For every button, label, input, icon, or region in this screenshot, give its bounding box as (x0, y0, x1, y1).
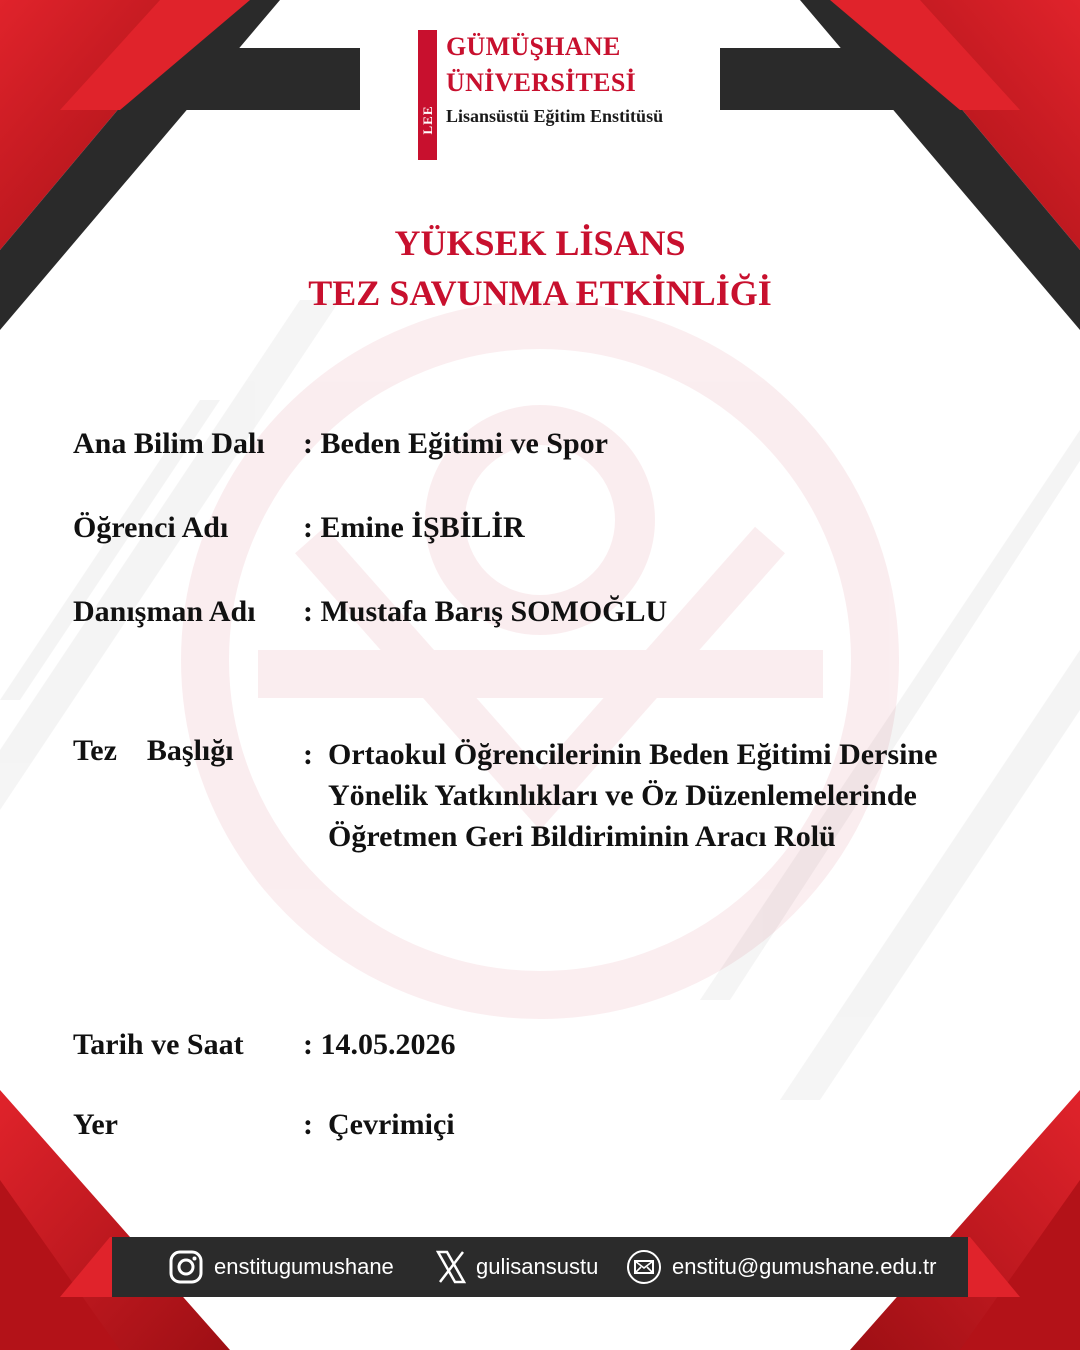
datetime-value: : 14.05.2026 (303, 1028, 456, 1061)
x-icon (436, 1250, 466, 1284)
x-handle: gulisansustu (476, 1254, 599, 1279)
logo-side-text: LEE (419, 105, 435, 135)
mail-icon (626, 1249, 662, 1285)
place-label: Yer (73, 1108, 118, 1141)
student-label: Öğrenci Adı (73, 511, 229, 544)
event-title-line1: YÜKSEK LİSANS (394, 223, 686, 263)
thesis-title-line: Öğretmen Geri Bildiriminin Aracı Rolü (328, 820, 836, 853)
contact-footer (112, 1237, 968, 1297)
datetime-label: Tarih ve Saat (73, 1028, 244, 1061)
logo-red-bar (418, 30, 437, 160)
advisor-value: : Mustafa Barış SOMOĞLU (303, 595, 668, 628)
logo-name-line1: GÜMÜŞHANE (446, 32, 621, 61)
department-label: Ana Bilim Dalı (73, 427, 265, 460)
student-value: : Emine İŞBİLİR (303, 511, 525, 544)
thesis-label: Tez Başlığı (73, 734, 234, 767)
instagram-icon (168, 1249, 204, 1285)
x-link[interactable] (436, 1237, 598, 1297)
event-title-line2: TEZ SAVUNMA ETKİNLİĞİ (308, 273, 772, 313)
logo-subtitle: Lisansüstü Eğitim Enstitüsü (446, 106, 664, 126)
thesis-colon: : (303, 738, 313, 771)
advisor-label: Danışman Adı (73, 595, 256, 628)
instagram-link[interactable] (168, 1237, 394, 1297)
instagram-handle: enstitugumushane (214, 1254, 394, 1279)
watermark-emblem (205, 325, 875, 995)
place-value: : Çevrimiçi (303, 1108, 455, 1141)
department-value: : Beden Eğitimi ve Spor (303, 427, 608, 460)
thesis-title-line: Ortaokul Öğrencilerinin Beden Eğitimi Dersine (328, 738, 938, 771)
thesis-title-line: Yönelik Yatkınlıkları ve Öz Düzenlemelerinde (328, 779, 917, 812)
email-link[interactable] (626, 1237, 937, 1297)
logo-name-line2: ÜNİVERSİTESİ (446, 68, 637, 97)
email-address: enstitu@gumushane.edu.tr (672, 1254, 937, 1279)
